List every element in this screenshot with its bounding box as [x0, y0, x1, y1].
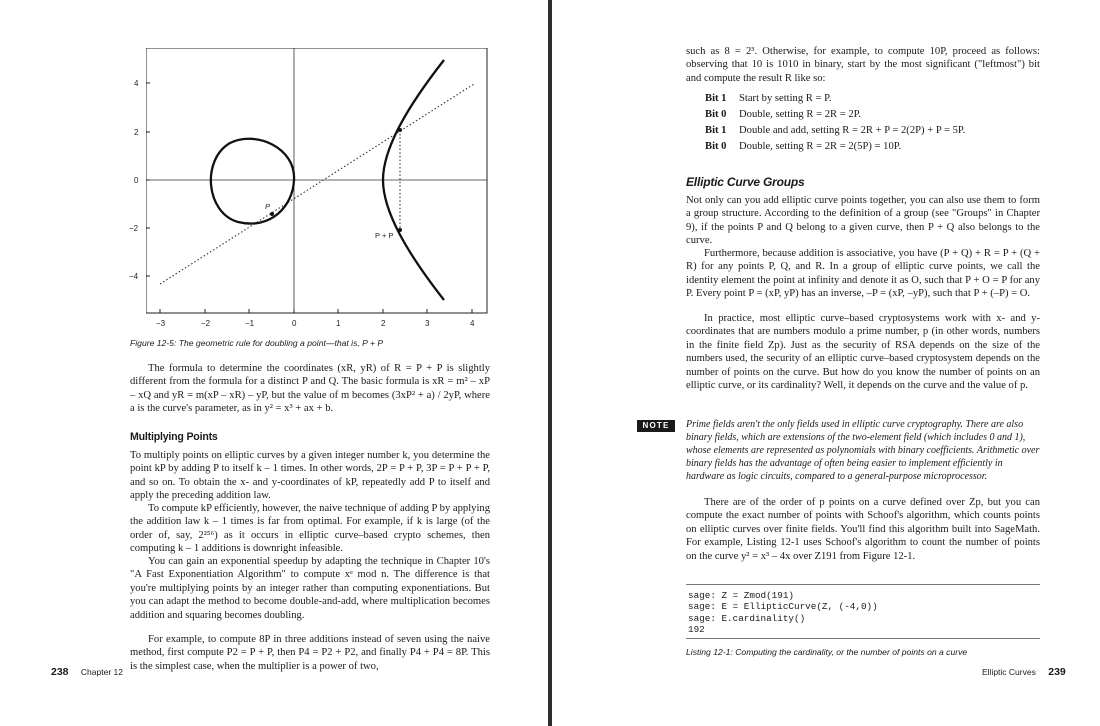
- left-page: [0, 0, 548, 726]
- bit-label: Bit 0: [705, 141, 727, 152]
- figure-12-5-plot: [146, 48, 492, 333]
- section-heading: Multiplying Points: [130, 431, 218, 443]
- bit-text: Double and add, setting R = 2R + P = 2(2P) + P = 5P.: [739, 125, 966, 136]
- paragraph: In practice, most elliptic curve–based cryptosystems work with x- and y-coordinates that are numbers modulo a prime number, p (in other words, numbers in the finite field Zp). Just as the security of RSA depends on the size of the numbers used, the security of an elliptic curve–based cryptosystem depends on the number of points on the curve. But how do you know the number of points on an elliptic curve, or its cardinality? Well, it depends on the curve and the value of p.: [686, 313, 1040, 392]
- y-tick-label: −4: [129, 272, 139, 281]
- bit-label: Bit 1: [705, 125, 727, 136]
- bit-text: Start by setting R = P.: [739, 93, 832, 104]
- x-tick-label: 1: [336, 319, 341, 328]
- paragraph: such as 8 = 2³. Otherwise, for example, to compute 10P, proceed as follows: observing that 10 is 1010 in binary, start by the most significant ("leftmost") bit and compute the result R like so:: [686, 46, 1040, 84]
- section-heading: Elliptic Curve Groups: [686, 175, 805, 189]
- x-ticks: [160, 309, 472, 313]
- tangent-line: [160, 84, 474, 284]
- paragraph: For example, to compute 8P in three additions instead of seven using the naive method, first compute P2 = P + P, then P4 = P2 + P2, and finally P4 + P4 = 8P. This is the simplest case, when the multiplier is a power of two,: [130, 634, 490, 672]
- y-tick-labels: [126, 48, 146, 313]
- y-ticks: [146, 83, 150, 276]
- plot-frame: [146, 48, 487, 313]
- curve-oval: [211, 139, 294, 224]
- paragraph: The formula to determine the coordinates (xR, yR) of R = P + P is slightly different from the formula for a distinct P and Q. The basic formula is xR = m² – xP – xQ and yR = m(xP – xR) – yP, but the value of m becomes (3xP² + a) / 2yP, where a is the curve's parameter, as in y² = x³ + ax + b.: [130, 363, 490, 415]
- figure-caption: Figure 12-5: The geometric rule for doubling a point—that is, P + P: [130, 338, 384, 348]
- paragraph: Furthermore, because addition is associative, you have (P + Q) + R = P + (Q + R) for any points P, Q, and R. In a group of elliptic curve points, we call the identity element the point at infinity and denote it as O, such that P + O = P for any P. Every point P = (xP, yP) has an inverse, –P = (xP, –yP), such that P + (–P) = O.: [686, 248, 1040, 300]
- paragraph: You can gain an exponential speedup by adapting the technique in Chapter 10's "A Fast Exponentiation Algorithm" to compute xᵉ mod n. The difference is that you're multiplying points by an integer rather than computing exponentiations. But you can adapt the method to become double-and-add, where multiplication becomes addition and squaring becomes doubling.: [130, 556, 490, 621]
- listing-caption: Listing 12-1: Computing the cardinality, or the number of points on a curve: [686, 647, 968, 657]
- x-tick-label: 4: [470, 319, 475, 328]
- note-text: Prime fields aren't the only fields used in elliptic curve cryptography. There are also binary fields, which are extensions of the two-element field (which includes 0 and 1), whose elements are represented as polynomials with binary coefficients. Arithmetic over binary fields has the advantage of often being easier to implement efficiently in hardware as logic circuits, compared to a general-purpose microprocessor.: [686, 419, 1040, 482]
- label-p-plus-p: P + P: [375, 231, 394, 240]
- x-tick-label: 3: [425, 319, 430, 328]
- bit-label: Bit 1: [705, 93, 727, 104]
- x-tick-label: 2: [381, 319, 386, 328]
- point-intersect: [398, 128, 402, 132]
- listing-rule-top: [686, 584, 1040, 585]
- right-page: [552, 0, 1100, 726]
- bit-text: Double, setting R = 2R = 2(5P) = 10P.: [739, 141, 902, 152]
- label-p: P: [265, 202, 271, 211]
- running-footer: Elliptic Curves: [982, 667, 1036, 677]
- page-number: 238: [51, 666, 69, 678]
- running-footer: Chapter 12: [80, 667, 123, 677]
- bit-step: [705, 108, 861, 121]
- y-tick-label: 2: [134, 128, 139, 137]
- paragraph: Not only can you add elliptic curve points together, you can also use them to form a group structure. According to the definition of a group (see "Groups" in Chapter 9), if the points P and Q belong to a given curve, then P + Q also belongs to the curve.: [686, 195, 1040, 247]
- point-p-plus-p: [398, 228, 402, 232]
- paragraph: There are of the order of p points on a curve defined over Zp, but you can compute the exact number of points with Schoof's algorithm, which counts points on elliptic curves over finite fields. You'll find this algorithm built into SageMath. For example, Listing 12-1 uses Schoof's algorithm to count the number of points on the curve y² = x³ – 4x over Z191 from Figure 12-1.: [686, 497, 1040, 562]
- x-tick-label: −2: [201, 319, 211, 328]
- y-tick-label: 0: [134, 176, 139, 185]
- paragraph: To compute kP efficiently, however, the naive technique of adding P by applying the addition law k – 1 times is far from optimal. For example, if k is large (of the order of, say, 2²⁵⁶) as it occurs in elliptic curve–based crypto schemes, then computing k – 1 additions is downright infeasible.: [130, 503, 490, 555]
- y-tick-label: −2: [129, 224, 139, 233]
- x-tick-label: −1: [245, 319, 255, 328]
- bit-step: [705, 124, 965, 137]
- listing-rule-bottom: [686, 638, 1040, 639]
- page-footer: [982, 666, 1066, 678]
- bit-step: [705, 92, 832, 105]
- x-tick-label: 0: [292, 319, 297, 328]
- paragraph: To multiply points on elliptic curves by a given integer number k, you determine the point kP by adding P to itself k – 1 times. In other words, 2P = P + P, 3P = P + P + P, and so on. To obtain the x- and y-coordinates of kP, repeatedly add P to itself and apply the preceding addition law.: [130, 450, 490, 502]
- code-listing: sage: Z = Zmod(191) sage: E = EllipticCurve(Z, (-4,0)) sage: E.cardinality() 192: [688, 590, 878, 636]
- point-p: [270, 212, 274, 216]
- note-badge: NOTE: [637, 420, 675, 432]
- y-tick-label: 4: [134, 79, 139, 88]
- x-tick-label: −3: [156, 319, 166, 328]
- page-footer: [51, 666, 123, 678]
- bit-text: Double, setting R = 2R = 2P.: [739, 109, 862, 120]
- bit-label: Bit 0: [705, 109, 727, 120]
- bit-step: [705, 140, 901, 153]
- page-number: 239: [1048, 666, 1066, 678]
